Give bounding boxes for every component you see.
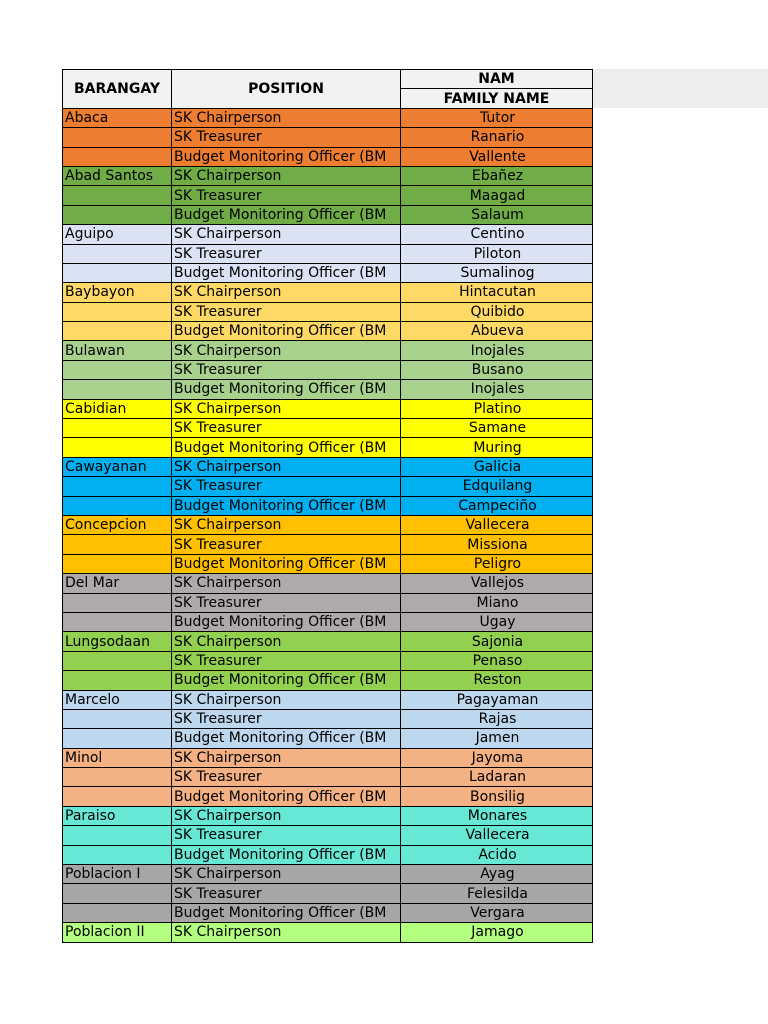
cell-barangay[interactable] xyxy=(63,593,172,612)
table-header xyxy=(63,70,593,109)
table-row xyxy=(63,205,593,224)
cell-position[interactable]: SK Chairperson xyxy=(172,632,401,651)
cell-family-name[interactable]: Missiona xyxy=(401,535,593,554)
cell-barangay[interactable]: Poblacion I xyxy=(63,865,172,884)
cell-family-name[interactable]: Ugay xyxy=(401,612,593,631)
cell-family-name[interactable]: Tutor xyxy=(401,108,593,127)
cell-family-name[interactable]: Galicia xyxy=(401,457,593,476)
table-row xyxy=(63,632,593,651)
cell-position[interactable]: SK Treasurer xyxy=(172,768,401,787)
cell-barangay[interactable] xyxy=(63,787,172,806)
cell-barangay[interactable] xyxy=(63,302,172,321)
cell-barangay[interactable]: Minol xyxy=(63,748,172,767)
cell-family-name[interactable]: Inojales xyxy=(401,380,593,399)
cell-barangay[interactable]: Bulawan xyxy=(63,341,172,360)
cell-position[interactable]: Budget Monitoring Officer (BM xyxy=(172,787,401,806)
cell-barangay[interactable] xyxy=(63,612,172,631)
cell-barangay[interactable] xyxy=(63,360,172,379)
cell-barangay[interactable] xyxy=(63,147,172,166)
cell-family-name[interactable]: Peligro xyxy=(401,554,593,573)
cell-family-name[interactable]: Bonsilig xyxy=(401,787,593,806)
table-row xyxy=(63,341,593,360)
cell-family-name[interactable]: Sajonia xyxy=(401,632,593,651)
cell-barangay[interactable]: Cawayanan xyxy=(63,457,172,476)
table-row xyxy=(63,477,593,496)
cell-barangay[interactable] xyxy=(63,903,172,922)
cell-position[interactable]: Budget Monitoring Officer (BM xyxy=(172,845,401,864)
cell-family-name[interactable]: Vallente xyxy=(401,147,593,166)
cell-position[interactable]: Budget Monitoring Officer (BM xyxy=(172,729,401,748)
table-row xyxy=(63,399,593,418)
cell-position[interactable]: SK Chairperson xyxy=(172,341,401,360)
cell-position[interactable]: Budget Monitoring Officer (BM xyxy=(172,380,401,399)
cell-family-name[interactable]: Pagayaman xyxy=(401,690,593,709)
cell-position[interactable]: SK Treasurer xyxy=(172,651,401,670)
table-row xyxy=(63,283,593,302)
table-row xyxy=(63,826,593,845)
cell-position[interactable]: Budget Monitoring Officer (BM xyxy=(172,263,401,282)
cell-position[interactable]: SK Chairperson xyxy=(172,574,401,593)
cell-position[interactable]: SK Treasurer xyxy=(172,709,401,728)
table-row xyxy=(63,515,593,534)
cell-barangay[interactable] xyxy=(63,884,172,903)
cell-position[interactable]: SK Treasurer xyxy=(172,244,401,263)
cell-family-name[interactable]: Sumalinog xyxy=(401,263,593,282)
cell-family-name[interactable]: Salaum xyxy=(401,205,593,224)
cell-family-name[interactable]: Vergara xyxy=(401,903,593,922)
cell-barangay[interactable]: Baybayon xyxy=(63,283,172,302)
cell-position[interactable]: Budget Monitoring Officer (BM xyxy=(172,903,401,922)
header-family-name[interactable]: FAMILY NAME xyxy=(401,89,593,108)
cell-barangay[interactable] xyxy=(63,205,172,224)
table-row xyxy=(63,360,593,379)
table-row xyxy=(63,729,593,748)
cell-position[interactable]: Budget Monitoring Officer (BM xyxy=(172,671,401,690)
cell-position[interactable]: Budget Monitoring Officer (BM xyxy=(172,612,401,631)
cell-barangay[interactable] xyxy=(63,244,172,263)
cell-family-name[interactable]: Ayag xyxy=(401,865,593,884)
cell-family-name[interactable]: Edquilang xyxy=(401,477,593,496)
cell-barangay[interactable]: Abad Santos xyxy=(63,166,172,185)
cell-family-name[interactable]: Inojales xyxy=(401,341,593,360)
table-row xyxy=(63,903,593,922)
table-row xyxy=(63,806,593,825)
table-row xyxy=(63,768,593,787)
cell-barangay[interactable] xyxy=(63,651,172,670)
table-row xyxy=(63,709,593,728)
cell-position[interactable]: Budget Monitoring Officer (BM xyxy=(172,554,401,573)
cell-family-name[interactable]: Busano xyxy=(401,360,593,379)
cell-barangay[interactable] xyxy=(63,263,172,282)
cell-position[interactable]: SK Chairperson xyxy=(172,166,401,185)
cell-family-name[interactable]: Rajas xyxy=(401,709,593,728)
table-row xyxy=(63,322,593,341)
cell-family-name[interactable]: Piloton xyxy=(401,244,593,263)
cell-barangay[interactable] xyxy=(63,438,172,457)
table-row xyxy=(63,263,593,282)
table-row xyxy=(63,690,593,709)
table-body xyxy=(63,108,593,942)
cell-family-name[interactable]: Miano xyxy=(401,593,593,612)
table-row xyxy=(63,748,593,767)
cell-family-name[interactable]: Hintacutan xyxy=(401,283,593,302)
cell-family-name[interactable]: Penaso xyxy=(401,651,593,670)
table-row xyxy=(63,496,593,515)
cell-position[interactable]: SK Chairperson xyxy=(172,515,401,534)
cell-position[interactable]: SK Treasurer xyxy=(172,826,401,845)
cell-barangay[interactable] xyxy=(63,477,172,496)
cell-position[interactable]: SK Chairperson xyxy=(172,225,401,244)
cell-position[interactable]: SK Chairperson xyxy=(172,108,401,127)
table-row xyxy=(63,380,593,399)
cell-barangay[interactable] xyxy=(63,845,172,864)
cell-position[interactable]: SK Treasurer xyxy=(172,128,401,147)
table-row xyxy=(63,457,593,476)
cell-family-name[interactable]: Muring xyxy=(401,438,593,457)
cell-family-name[interactable]: Vallecera xyxy=(401,515,593,534)
header-position[interactable]: POSITION xyxy=(172,70,401,109)
cell-barangay[interactable] xyxy=(63,554,172,573)
table-row xyxy=(63,438,593,457)
cell-barangay[interactable] xyxy=(63,496,172,515)
cell-position[interactable]: SK Chairperson xyxy=(172,748,401,767)
table-row xyxy=(63,651,593,670)
table-row xyxy=(63,535,593,554)
cell-position[interactable]: Budget Monitoring Officer (BM xyxy=(172,147,401,166)
table-row xyxy=(63,593,593,612)
cell-family-name[interactable]: Ranario xyxy=(401,128,593,147)
cell-barangay[interactable]: Poblacion II xyxy=(63,923,172,942)
cell-family-name[interactable]: Monares xyxy=(401,806,593,825)
cell-family-name[interactable]: Abueva xyxy=(401,322,593,341)
table-row xyxy=(63,865,593,884)
cell-family-name[interactable]: Quibido xyxy=(401,302,593,321)
table-row xyxy=(63,612,593,631)
cell-barangay[interactable] xyxy=(63,322,172,341)
cell-family-name[interactable]: Samane xyxy=(401,419,593,438)
cell-position[interactable]: SK Treasurer xyxy=(172,535,401,554)
cell-position[interactable]: SK Treasurer xyxy=(172,593,401,612)
cell-family-name[interactable]: Jayoma xyxy=(401,748,593,767)
table-row xyxy=(63,128,593,147)
cell-barangay[interactable]: Abaca xyxy=(63,108,172,127)
cell-family-name[interactable]: Reston xyxy=(401,671,593,690)
cell-barangay[interactable] xyxy=(63,826,172,845)
cell-barangay[interactable] xyxy=(63,535,172,554)
cell-position[interactable]: SK Chairperson xyxy=(172,457,401,476)
cell-barangay[interactable] xyxy=(63,729,172,748)
cell-family-name[interactable]: Vallejos xyxy=(401,574,593,593)
cell-barangay[interactable]: Marcelo xyxy=(63,690,172,709)
header-barangay[interactable]: BARANGAY xyxy=(63,70,172,109)
table-row xyxy=(63,923,593,942)
table-row xyxy=(63,302,593,321)
cell-family-name[interactable]: Ebañez xyxy=(401,166,593,185)
cell-family-name[interactable]: Acido xyxy=(401,845,593,864)
cell-barangay[interactable]: Paraiso xyxy=(63,806,172,825)
table-row xyxy=(63,787,593,806)
table-row xyxy=(63,671,593,690)
table-row xyxy=(63,574,593,593)
cell-family-name[interactable]: Ladaran xyxy=(401,768,593,787)
cell-family-name[interactable]: Platino xyxy=(401,399,593,418)
table-row xyxy=(63,108,593,127)
cell-position[interactable]: SK Chairperson xyxy=(172,865,401,884)
cell-position[interactable]: SK Treasurer xyxy=(172,419,401,438)
cell-family-name[interactable]: Campeciño xyxy=(401,496,593,515)
cell-family-name[interactable]: Vallecera xyxy=(401,826,593,845)
cell-family-name[interactable]: Jamen xyxy=(401,729,593,748)
cell-position[interactable]: SK Treasurer xyxy=(172,302,401,321)
table-row xyxy=(63,554,593,573)
officials-table xyxy=(62,69,593,943)
cell-family-name[interactable]: Maagad xyxy=(401,186,593,205)
cell-position[interactable]: SK Treasurer xyxy=(172,884,401,903)
cell-barangay[interactable]: Lungsodaan xyxy=(63,632,172,651)
table-row xyxy=(63,225,593,244)
cell-barangay[interactable] xyxy=(63,186,172,205)
table-row xyxy=(63,186,593,205)
cell-position[interactable]: SK Treasurer xyxy=(172,477,401,496)
cell-position[interactable]: SK Chairperson xyxy=(172,399,401,418)
cell-position[interactable]: SK Chairperson xyxy=(172,283,401,302)
cell-barangay[interactable] xyxy=(63,671,172,690)
table-row xyxy=(63,147,593,166)
cell-family-name[interactable]: Jamago xyxy=(401,923,593,942)
cell-family-name[interactable]: Centino xyxy=(401,225,593,244)
table-row xyxy=(63,884,593,903)
cell-position[interactable]: SK Chairperson xyxy=(172,690,401,709)
cell-barangay[interactable] xyxy=(63,128,172,147)
table-row xyxy=(63,166,593,185)
cell-barangay[interactable]: Cabidian xyxy=(63,399,172,418)
header-fill-band xyxy=(592,69,768,108)
table-row xyxy=(63,845,593,864)
cell-barangay[interactable] xyxy=(63,768,172,787)
cell-position[interactable]: Budget Monitoring Officer (BM xyxy=(172,496,401,515)
cell-position[interactable]: SK Treasurer xyxy=(172,186,401,205)
cell-position[interactable]: SK Treasurer xyxy=(172,360,401,379)
cell-position[interactable]: Budget Monitoring Officer (BM xyxy=(172,322,401,341)
cell-barangay[interactable]: Aguipo xyxy=(63,225,172,244)
header-name[interactable]: NAM xyxy=(401,70,593,89)
cell-position[interactable]: Budget Monitoring Officer (BM xyxy=(172,438,401,457)
cell-barangay[interactable] xyxy=(63,380,172,399)
cell-position[interactable]: SK Chairperson xyxy=(172,806,401,825)
cell-barangay[interactable] xyxy=(63,709,172,728)
cell-position[interactable]: SK Chairperson xyxy=(172,923,401,942)
cell-family-name[interactable]: Felesilda xyxy=(401,884,593,903)
table-row xyxy=(63,419,593,438)
cell-position[interactable]: Budget Monitoring Officer (BM xyxy=(172,205,401,224)
cell-barangay[interactable] xyxy=(63,419,172,438)
cell-barangay[interactable]: Del Mar xyxy=(63,574,172,593)
cell-barangay[interactable]: Concepcion xyxy=(63,515,172,534)
table-row xyxy=(63,244,593,263)
